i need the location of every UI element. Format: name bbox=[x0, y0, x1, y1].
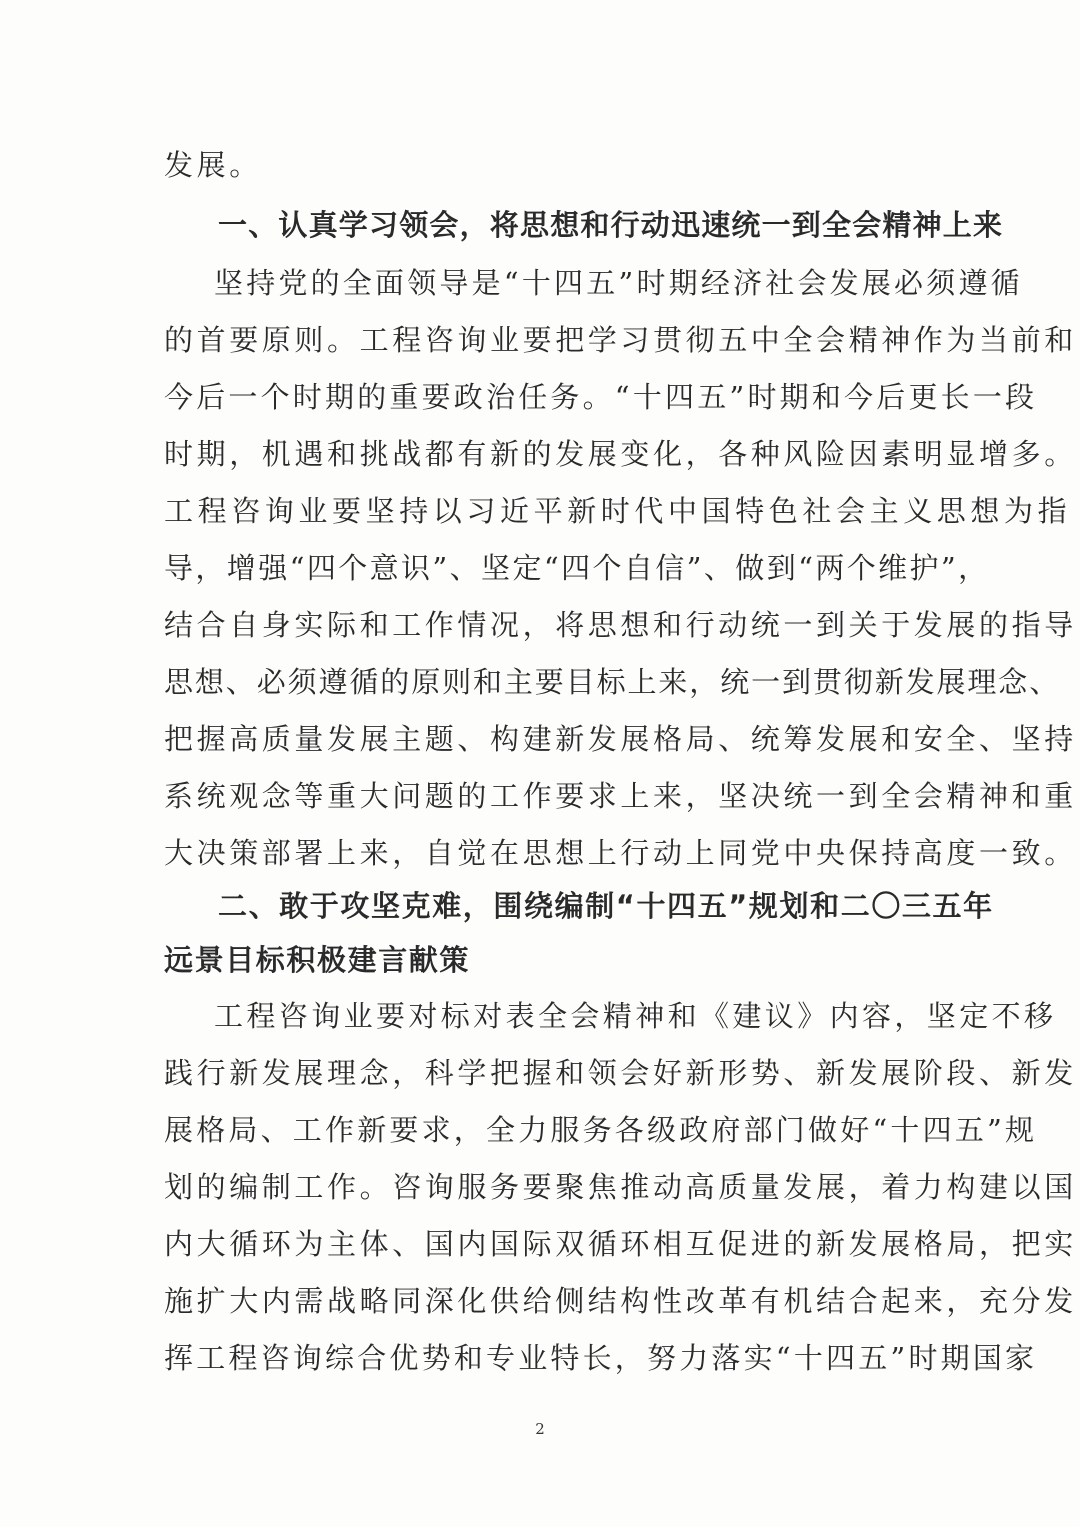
paragraph-line: 划的编制工作。咨询服务要聚焦推动高质量发展，着力构建以国 bbox=[164, 1170, 1077, 1204]
paragraph-line: 工程咨询业要坚持以习近平新时代中国特色社会主义思想为指 bbox=[164, 494, 1072, 528]
paragraph-line: 把握高质量发展主题、构建新发展格局、统筹发展和安全、坚持 bbox=[164, 722, 1077, 756]
paragraph-line: 时期，机遇和挑战都有新的发展变化，各种风险因素明显增多。 bbox=[164, 437, 1077, 471]
paragraph-line: 挥工程咨询综合优势和专业特长，努力落实“十四五”时期国家 bbox=[164, 1341, 1038, 1375]
paragraph-line: 展格局、工作新要求，全力服务各级政府部门做好“十四五”规 bbox=[164, 1113, 1038, 1147]
paragraph-line: 系统观念等重大问题的工作要求上来，坚决统一到全会精神和重 bbox=[164, 779, 1077, 813]
paragraph-line: 践行新发展理念，科学把握和领会好新形势、新发展阶段、新发 bbox=[164, 1056, 1077, 1090]
section-heading-1: 一、认真学习领会，将思想和行动迅速统一到全会精神上来 bbox=[218, 208, 1004, 242]
section-heading-2-continued: 远景目标积极建言献策 bbox=[164, 943, 471, 977]
paragraph-line: 内大循环为主体、国内国际双循环相互促进的新发展格局，把实 bbox=[164, 1227, 1077, 1261]
paragraph-line: 今后一个时期的重要政治任务。“十四五”时期和今后更长一段 bbox=[164, 380, 1038, 414]
paragraph-line: 思想、必须遵循的原则和主要目标上来，统一到贯彻新发展理念、 bbox=[164, 665, 1061, 699]
paragraph-line: 导，增强“四个意识”、坚定“四个自信”、做到“两个维护”， bbox=[164, 551, 990, 585]
paragraph-line: 大决策部署上来，自觉在思想上行动上同党中央保持高度一致。 bbox=[164, 836, 1077, 870]
section-heading-2: 二、敢于攻坚克难，围绕编制“十四五”规划和二〇三五年 bbox=[218, 889, 994, 923]
page-number: 2 bbox=[535, 1420, 545, 1438]
paragraph-line: 结合自身实际和工作情况，将思想和行动统一到关于发展的指导 bbox=[164, 608, 1077, 642]
paragraph-line: 的首要原则。工程咨询业要把学习贯彻五中全会精神作为当前和 bbox=[164, 323, 1077, 357]
paragraph-line: 坚持党的全面领导是“十四五”时期经济社会发展必须遵循 bbox=[214, 266, 1023, 300]
paragraph-line: 发展。 bbox=[164, 148, 262, 182]
paragraph-line: 工程咨询业要对标对表全会精神和《建议》内容，坚定不移 bbox=[214, 999, 1057, 1033]
paragraph-line: 施扩大内需战略同深化供给侧结构性改革有机结合起来，充分发 bbox=[164, 1284, 1077, 1318]
